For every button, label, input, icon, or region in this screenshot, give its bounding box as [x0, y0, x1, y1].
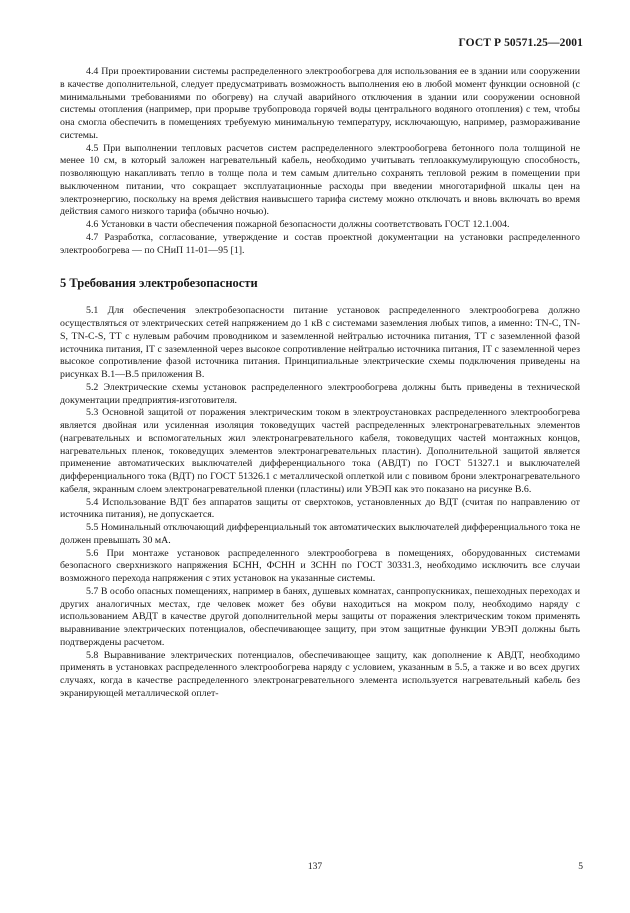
sheet-number: 5	[578, 862, 583, 872]
paragraph-5-6: 5.6 При монтаже установок распределенного электрообогрева в помещениях, оборудованных системами безопасного сверхнизкого напряжения БСНН, ФСНН и ЗСНН по ГОСТ 30331.3, необходимо исключить все случаи возможного перехода напряжения с этих установок на указанные системы.	[60, 547, 580, 584]
document-body	[60, 66, 580, 701]
paragraph-4-4: 4.4 При проектировании системы распределенного электрообогрева для использования ее в здании или сооружении в качестве дополнительной, следует предусматривать возможность выполнения ею в любой момент функции основной (с минимальными требованиями по обогреву) на случай аварийного отключения в здании или сооружении основной системы отопления (например, при прорыве трубопровода горячей воды центрального водяного отопления) с тем, чтобы она смогла обеспечить в помещениях требуемую минимальную температуру, исключающую, например, размораживание системы.	[60, 66, 580, 141]
paragraph-5-2: 5.2 Электрические схемы установок распределенного электрообогрева должны быть приведены в технической документации предприятия-изготовителя.	[60, 381, 580, 406]
paragraph-5-7: 5.7 В особо опасных помещениях, например в банях, душевых комнатах, санпропускниках, пешеходных переходах и других аналогичных местах, где человек может без обуви находиться на мокром полу, необходимо наряду с использованием АВДТ в качестве другой дополнительной меры защиты от поражения электрическим током применять выравнивание электрических потенциалов, обеспечивающее защиту, при этом защитные функции УВЭП должны быть подтверждены расчетом.	[60, 585, 580, 648]
paragraph-4-7: 4.7 Разработка, согласование, утверждение и состав проектной документации на установки распределенного электрообогрева — по СНиП 11-01—95 [1].	[60, 231, 580, 256]
paragraph-4-6: 4.6 Установки в части обеспечения пожарной безопасности должны соответствовать ГОСТ 12.1.004.	[86, 219, 510, 230]
paragraph-5-1: 5.1 Для обеспечения электробезопасности питание установок распределенного электрообогрева должно осуществляться от электрических сетей напряжением до 1 кВ с системами заземления любых типов, а именно: TN-C, TN-S, TN-C-S, TT с нулевым рабочим проводником и заземленной нейтралью источника питания, TT с заземленной фазой источника питания, IT с заземленной через высокое сопротивление нейтралью источника питания, IT с заземленной через высокое сопротивление фазой источника питания. Принципиальные электрические схемы подключения приведены на рисунках В.1—В.5 приложения В.	[60, 305, 580, 380]
paragraph-5-4: 5.4 Использование ВДТ без аппаратов защиты от сверхтоков, установленных до ВДТ (считая по направлению от источника питания), не допускается.	[60, 496, 580, 521]
page-number: 137	[307, 862, 323, 872]
paragraph-5-5: 5.5 Номинальный отключающий дифференциальный ток автоматических выключателей дифференциального тока не должен превышать 30 мА.	[60, 522, 580, 546]
paragraph-5-8: 5.8 Выравнивание электрических потенциалов, обеспечивающее защиту, как дополнение к АВДТ, необходимо применять в установках распределенного электрообогрева наряду с условием, указанным в 5.5, а также и во всех других случаях, когда в качестве распределенного электронагревательного элемента используется нагревательный кабель без экранирующей металлической оплет-	[60, 649, 580, 699]
paragraph-4-5: 4.5 При выполнении тепловых расчетов систем распределенного электрообогрева бетонного пола толщиной не менее 10 см, в который заложен нагревательный кабель, необходимо учитывать теплоаккумулирующую способность, позволяющую накапливать тепло в толще пола и тем самым длительно сохранять тепловой режим в помещении при выключенном питании, что сокращает эксплуатационные расходы при введении многотарифной шкалы цен на электроэнергию, поскольку на время действия наивысшего тарифа систему можно отключать и вновь включать во время действия самого низкого тарифа (обычно ночью).	[60, 142, 580, 218]
section-title: 5 Требования электробезопасности	[60, 276, 258, 291]
document-header: ГОСТ Р 50571.25—2001	[458, 37, 583, 49]
paragraph-5-3: 5.3 Основной защитой от поражения электрическим током в электроустановках распределенного электрообогрева является двойная или усиленная изоляция токоведущих частей распределенных электронагревательных элементов (нагревательных и вспомогательных жил электронагревательного кабеля, токоведущих частей монтажных концов, нагревательных пленок, токоведущих элементов электронагревательных пластин). Дополнительной защитой является применение автоматических выключателей дифференциального тока (АВДТ) по ГОСТ 51327.1 и выключателей дифференциального тока (ВДТ) по ГОСТ 51326.1 с металлической оплеткой или с повивом брони электронагревательного кабеля, экранным слоем электронагревательной пленки (пластины) или УВЭП как это показано на рисунке В.6.	[60, 407, 580, 495]
